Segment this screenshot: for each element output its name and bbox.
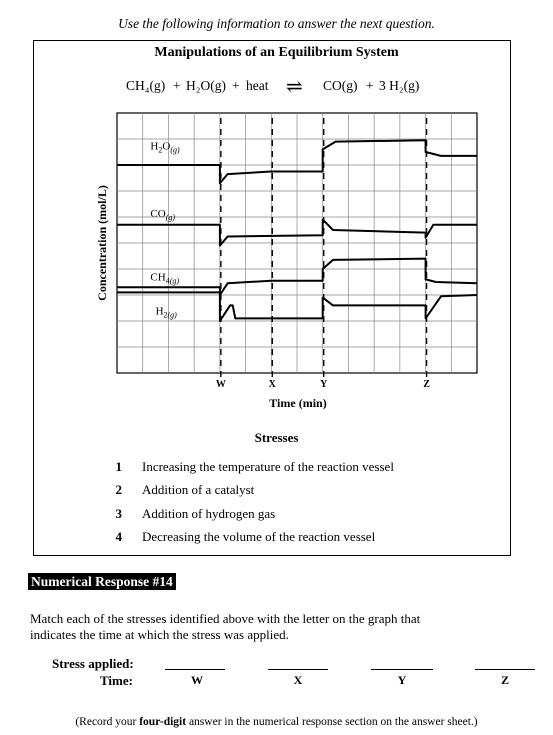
eq-reactant-ch4: CH₄(g)	[126, 78, 166, 93]
eq-plus: +	[173, 78, 181, 93]
species-label: $CH_4(g)$	[150, 271, 180, 286]
stress-text: Addition of a catalyst	[142, 482, 255, 497]
x-tick-label: Z	[423, 379, 430, 390]
eq-reactant-h2o: H₂O(g)	[186, 78, 226, 93]
species-label: $CO_{(g)}$	[150, 208, 176, 222]
time-label: Time:	[100, 673, 133, 688]
answer-letter-z: Z	[500, 673, 509, 687]
footer-post: answer in the numerical response section on the answer sheet.)	[186, 716, 478, 728]
answer-letter-y: Y	[397, 673, 407, 687]
answer-blank-z[interactable]	[475, 669, 535, 670]
stress-number: 3	[115, 506, 122, 521]
footer-bold: four-digit	[139, 716, 187, 728]
intro-text: Use the following information to answer the next question.	[118, 16, 435, 31]
answer-letter-w: W	[191, 673, 203, 687]
stress-text: Decreasing the volume of the reaction vessel	[142, 529, 376, 544]
stress-number: 4	[115, 529, 122, 544]
y-axis-label: Concentration (mol/L)	[95, 185, 109, 301]
stress-number: 2	[115, 482, 122, 497]
answer-blank-y[interactable]	[371, 669, 433, 670]
equilibrium-arrow-icon: ⇌	[286, 76, 303, 98]
eq-plus: +	[232, 78, 240, 93]
stresses-heading: Stresses	[254, 430, 299, 445]
eq-product-co: CO(g)	[323, 78, 358, 93]
species-label: $H_2O_{(g)}$	[150, 140, 180, 155]
x-tick-label: X	[268, 379, 276, 390]
stress-number: 1	[115, 459, 122, 474]
eq-product-h2: 3 H₂(g)	[379, 78, 420, 93]
stress-applied-label: Stress applied:	[52, 656, 134, 671]
footer-note	[0, 716, 553, 728]
eq-plus: +	[366, 78, 374, 93]
stress-text: Increasing the temperature of the reaction vessel	[142, 459, 394, 474]
x-tick-label: W	[215, 379, 226, 390]
box-title: Manipulations of an Equilibrium System	[154, 45, 399, 60]
footer-pre: (Record your	[75, 716, 140, 728]
numerical-response-title: Numerical Response #14	[28, 573, 176, 590]
x-tick-label: Y	[320, 379, 328, 390]
x-axis-label: Time (min)	[269, 396, 327, 410]
species-label: $H_2(g)$	[155, 305, 177, 320]
eq-reactant-heat: heat	[246, 78, 269, 93]
answer-blank-x[interactable]	[268, 669, 328, 670]
instructions: Match each of the stresses identified above with the letter on the graph that indicates the time at which the stress was applied.	[30, 611, 421, 642]
answer-letter-x: X	[293, 673, 303, 687]
stress-text: Addition of hydrogen gas	[142, 506, 276, 521]
answer-blank-w[interactable]	[165, 669, 225, 670]
